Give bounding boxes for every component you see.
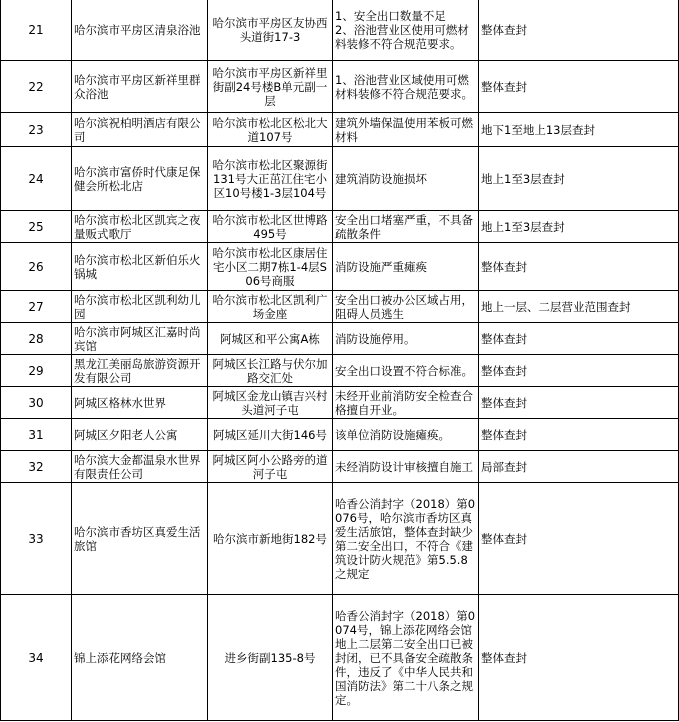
venue-name: 哈尔滨市富侨时代康足保健会所松北店	[72, 147, 208, 211]
table-row	[1, 323, 679, 355]
venue-name: 哈尔滨市松北区凯宾之夜量贩式歌厅	[72, 211, 208, 243]
enforcement-measure: 整体查封	[479, 387, 679, 419]
table-row	[1, 0, 679, 61]
row-number: 24	[1, 147, 72, 211]
venue-name: 阿城区夕阳老人公寓	[72, 419, 208, 451]
table-row	[1, 147, 679, 211]
row-number: 28	[1, 323, 72, 355]
table-row	[1, 61, 679, 113]
row-number: 23	[1, 113, 72, 147]
venue-address: 进乡街副135-8号	[208, 595, 333, 721]
violation-description: 未经开业前消防安全检查合格擅自开业。	[333, 387, 479, 419]
venue-address: 哈尔滨市平房区新祥里街副24号楼B单元副一层	[208, 61, 333, 113]
enforcement-measure: 整体查封	[479, 0, 679, 61]
violation-description: 该单位消防设施瘫痪。	[333, 419, 479, 451]
enforcement-measure: 整体查封	[479, 243, 679, 291]
venue-address: 哈尔滨市松北区凯利广场金座	[208, 291, 333, 323]
venue-name: 哈尔滨大金都温泉水世界有限责任公司	[72, 451, 208, 483]
enforcement-measure: 地上一层、二层营业范围查封	[479, 291, 679, 323]
violation-description: 未经消防设计审核擅自施工	[333, 451, 479, 483]
row-number: 27	[1, 291, 72, 323]
row-number: 33	[1, 483, 72, 595]
venue-name: 哈尔滨市平房区新祥里群众浴池	[72, 61, 208, 113]
venue-address: 哈尔滨市松北区聚源街131号大正茁江住宅小区10号楼1-3层104号	[208, 147, 333, 211]
violation-description: 安全出口设置不符合标准。	[333, 355, 479, 387]
violation-description: 建筑消防设施损坏	[333, 147, 479, 211]
violation-description: 消防设施停用。	[333, 323, 479, 355]
row-number: 31	[1, 419, 72, 451]
venue-address: 阿城区阿小公路旁的道河子屯	[208, 451, 333, 483]
enforcement-measure: 整体查封	[479, 419, 679, 451]
row-number: 26	[1, 243, 72, 291]
venue-address: 哈尔滨市松北区世博路495号	[208, 211, 333, 243]
enforcement-measure: 整体查封	[479, 61, 679, 113]
venue-name: 哈尔滨市平房区清泉浴池	[72, 0, 208, 61]
table-row	[1, 113, 679, 147]
venue-name: 哈尔滨祝柏明酒店有限公司	[72, 113, 208, 147]
venue-name: 哈尔滨市阿城区汇嘉时尚宾馆	[72, 323, 208, 355]
venue-address: 哈尔滨市松北区康居住宅小区二期7栋1-4层S06号商服	[208, 243, 333, 291]
row-number: 32	[1, 451, 72, 483]
row-number: 22	[1, 61, 72, 113]
violation-description: 安全出口被办公区域占用，阻碍人员逃生	[333, 291, 479, 323]
violation-description: 哈香公消封字（2018）第0074号，锦上添花网络会馆地上二层第二安全出口已被封闭，已不具备安全疏散条件，违反了《中华人民共和国消防法》第二十八条之规定。	[333, 595, 479, 721]
enforcement-measure: 地上1至3层查封	[479, 147, 679, 211]
enforcement-measure: 地上1至3层查封	[479, 211, 679, 243]
venue-address: 阿城区延川大街146号	[208, 419, 333, 451]
enforcement-measure: 整体查封	[479, 595, 679, 721]
violation-description: 1、浴池营业区域使用可燃材料装修不符合规范要求。	[333, 61, 479, 113]
violation-description: 哈香公消封字（2018）第0076号，哈尔滨市香坊区真爱生活旅馆，整体查封缺少第二安全出口，不符合《建筑设计防火规范》第5.5.8之规定	[333, 483, 479, 595]
table-row	[1, 451, 679, 483]
venue-address: 哈尔滨市平房区友协西头道街17-3	[208, 0, 333, 61]
row-number: 25	[1, 211, 72, 243]
table-row	[1, 387, 679, 419]
enforcement-measure: 整体查封	[479, 323, 679, 355]
violation-description: 1、安全出口数量不足 2、浴池营业区使用可燃材料装修不符合规范要求。	[333, 0, 479, 61]
table-row	[1, 291, 679, 323]
row-number: 34	[1, 595, 72, 721]
table-row	[1, 243, 679, 291]
enforcement-measure: 地下1至地上13层查封	[479, 113, 679, 147]
table-row	[1, 355, 679, 387]
venue-address: 哈尔滨市新地街182号	[208, 483, 333, 595]
violation-description: 建筑外墙保温使用苯板可燃材料	[333, 113, 479, 147]
venue-name: 哈尔滨市松北区新伯乐火锅城	[72, 243, 208, 291]
venue-name: 黑龙江美丽岛旅游资源开发有限公司	[72, 355, 208, 387]
row-number: 29	[1, 355, 72, 387]
enforcement-measure: 整体查封	[479, 483, 679, 595]
venue-name: 哈尔滨市香坊区真爱生活旅馆	[72, 483, 208, 595]
violation-description: 安全出口堵塞严重，不具备疏散条件	[333, 211, 479, 243]
table-row	[1, 483, 679, 595]
venue-address: 阿城区长江路与伏尔加路交汇处	[208, 355, 333, 387]
row-number: 30	[1, 387, 72, 419]
table-row	[1, 595, 679, 721]
table-row	[1, 419, 679, 451]
enforcement-measure: 整体查封	[479, 355, 679, 387]
venue-name: 哈尔滨市松北区凯利幼儿园	[72, 291, 208, 323]
enforcement-measure: 局部查封	[479, 451, 679, 483]
violation-description: 消防设施严重瘫痪	[333, 243, 479, 291]
venue-address: 哈尔滨市松北区松北大道107号	[208, 113, 333, 147]
venue-address: 阿城区金龙山镇吉兴村头道河子屯	[208, 387, 333, 419]
row-number: 21	[1, 0, 72, 61]
venue-name: 锦上添花网络会馆	[72, 595, 208, 721]
table-row	[1, 211, 679, 243]
venue-address: 阿城区和平公寓A栋	[208, 323, 333, 355]
venue-name: 阿城区格林水世界	[72, 387, 208, 419]
